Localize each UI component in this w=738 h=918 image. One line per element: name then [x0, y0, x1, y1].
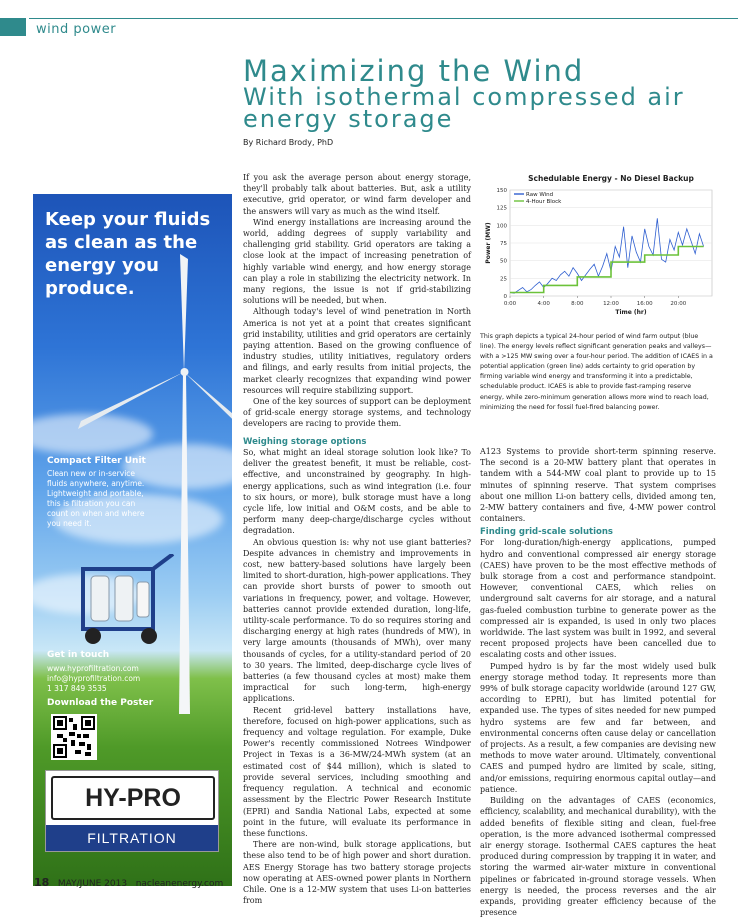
site-link[interactable]: nacleanenergy.com	[135, 879, 224, 889]
hy-pro-logo	[45, 770, 219, 852]
ad-contact-heading: Get in touch	[47, 650, 110, 660]
paragraph: Although today's level of wind penetration in North America is not yet at a point that creates significant grid instability, utilities and grid operators are certainly paying attention. Based on the growing confluence of industry studies, utility initiatives, regulatory orders and filings, and early results from initial projects, the market clearly recognizes that expanding wind power resources will require stabilizing support.	[243, 307, 471, 395]
y-tick-label: 100	[496, 223, 507, 230]
paragraph: Pumped hydro is by far the most widely used bulk energy storage method today. It represents more than 99% of bulk storage capacity worldwide (around 127 GW, according to EPRI), but has limited potential for expanded use. The types of sites needed for new pumped hydro systems are few and far between, and environmental concerns often cause delay or cancellation of projects. As a result, a few companies are devising new methods to move water around. Ultimately, conventional CAES and pumped hydro are limited by scale, siting, and/or emissions, requiring enormous capital outlay—and patience.	[480, 661, 716, 794]
logo-main-text: HY-PRO	[51, 776, 215, 820]
advertisement[interactable]	[33, 194, 232, 886]
qr-code[interactable]	[51, 714, 97, 760]
filter-cart-image	[73, 554, 183, 649]
legend-label: 4-Hour Block	[526, 199, 562, 205]
column-2	[480, 446, 716, 918]
paragraph: Building on the advantages of CAES (economics, efficiency, scalability, and mechanical durability), with the added benefits of flexible siting and clean, fuel-free operation, is the more advanced isothermal compressed air energy storage. Isothermal CAES captures the heat produced during compression by trapping it in water, and storing the warmed air-water mixture in conventional pipelines or fabricated in-ground storage vessels. When energy is needed, the process reverses and the air expands, providing greater efficiency because of the presence	[480, 796, 716, 918]
paragraph: Wind energy installations are increasing around the world, adding degrees of supply variability and challenging grid stability. Grid operators are taking a close look at the impact of increasing penetration of highly variable wind energy, and how energy storage can play a role in stabilizing the electricity network. In many regions, the issue is not if grid-stabilizing solutions will be needed, but when.	[243, 217, 471, 306]
article-subtitle: With isothermal compressed air energy storage	[243, 83, 685, 133]
ad-website-link[interactable]: www.hyprofiltration.com	[47, 664, 139, 673]
column-1-bottom	[243, 434, 471, 906]
x-axis-label: Time (hr)	[615, 309, 647, 316]
x-tick-label: 4:00	[537, 301, 550, 307]
article-title: Maximizing the Wind	[243, 54, 585, 88]
ad-poster-heading: Download the Poster	[47, 698, 154, 708]
section-label: wind power	[36, 22, 117, 37]
x-tick-label: 8:00	[571, 301, 584, 307]
paragraph: A123 Systems to provide short-term spinning reserve. The second is a 20-MW battery plant that operates in tandem with a 544-MW coal plant to provide up to 15 minutes of spinning reserve. That system comprises about one million Li-on battery cells, divided among ten, 2-MW battery containers and five, 4-MW power control containers.	[480, 447, 716, 524]
header-accent-block	[0, 18, 26, 36]
y-tick-label: 25	[500, 276, 507, 283]
x-tick-label: 0:00	[503, 301, 517, 307]
paragraph: One of the key sources of support can be deployment of grid-scale energy storage systems, and technology developers are racing to provide them.	[243, 397, 471, 429]
ad-email-link[interactable]: info@hyprofiltration.com	[47, 674, 141, 683]
issue-date: MAY/JUNE 2013	[57, 879, 128, 889]
chart-title: Schedulable Energy - No Diesel Backup	[528, 174, 694, 183]
section-heading-grid-scale: Finding grid-scale solutions	[480, 527, 613, 538]
ad-headline: Keep your fluids as clean as the energy you produce.	[45, 209, 211, 299]
energy-chart	[480, 170, 720, 322]
x-tick-label: 12:00	[603, 301, 619, 307]
y-tick-label: 0	[503, 294, 507, 300]
paragraph: Recent grid-level battery installations have, therefore, focused on high-power applications, such as frequency and voltage regulation. For example, Duke Power's recently commissioned Notrees Windpower Project in Texas is a 36-MW/24-MWh system (at an estimated cost of $44 million), which is slated to provide several services, including smoothing and frequency regulation. A technical and economic assessment by the Electric Power Research Institute (EPRI) and Sandia National Labs, expected at some point in the future, will evaluate its performance in these functions.	[243, 705, 471, 838]
paragraph: For long-duration/high-energy applications, pumped hydro and conventional compressed air energy storage (CAES) have proven to be the most effective methods of bulk storage from a cost and performance standpoint. However, conventional CAES, which relies on underground salt caverns for air storage, and a natural gas-fueled combustion turbine to generate power as the compressed air is expanded, is used in only two places worldwide. The last system was built in 1992, and several recent proposed projects have been cancelled due to escalating costs and other issues.	[480, 538, 716, 660]
paragraph: So, what might an ideal storage solution look like? To deliver the greatest benefit, it must be reliable, cost-effective, and unconstrained by geography. In high-energy applications, such as wind integration (i.e. four to six hours, or more), bulk storage must have a long cycle life, low initial and O&M costs, and be able to perform many deep-charge/discharge cycles without degradation.	[243, 448, 471, 536]
y-tick-label: 50	[500, 258, 507, 265]
x-tick-label: 20:00	[670, 301, 687, 307]
column-1-top	[243, 172, 471, 430]
y-axis-label: Power (MW)	[485, 222, 492, 264]
y-tick-label: 150	[496, 188, 507, 194]
y-tick-label: 75	[500, 241, 507, 247]
page-number: 18	[34, 876, 50, 889]
x-tick-label: 16:00	[636, 301, 653, 307]
section-heading-storage-options: Weighing storage options	[243, 437, 367, 447]
ad-phone: 1 317 849 3535	[47, 684, 107, 693]
byline: By Richard Brody, PhD	[243, 138, 334, 147]
header-rule	[29, 18, 738, 19]
chart-caption: This graph depicts a typical 24-hour period of wind farm output (blue line). The energy levels reflect significant generation peaks and valleys—with a >125 MW swing over a four-hour period. The addition of ICAES in a potential application (green line) adds certainty to grid operation by firming variable wind energy and transforming it into a predictable, schedulable product. ICAES is able to provide fast-ramping reserve energy, while zero-minimum generation allows more wind to reach load, minimizing the need for fossil fuel-fired balancing power.	[480, 333, 713, 411]
page-footer	[34, 876, 223, 889]
legend-label: Raw Wind	[526, 192, 554, 198]
y-tick-label: 125	[496, 205, 507, 212]
ad-sub-heading: Compact Filter Unit	[47, 456, 146, 466]
paragraph: An obvious question is: why not use giant batteries? Despite advances in chemistry and improvements in cost, new battery-based solutions have largely been limited to short-duration, high-power applications. They can provide short bursts of power to smooth out variations in frequency, power, and voltage. However, batteries cannot provide extended duration, long-life, utility-scale performance. To do so requires storing and discharging energy at high rates (hundreds of MW), in very large amounts (thousands of MWh), over many thousands of cycles, for a utility-standard period of 20 to 30 years. The limited, deep-discharge cycle lives of batteries (a few thousand cycles at most) make them impractical for such long-term, high-energy applications.	[243, 537, 471, 704]
logo-sub-text: FILTRATION	[46, 825, 218, 851]
paragraph: There are non-wind, bulk storage applications, but these also tend to be of high power and short duration. AES Energy Storage has two battery storage projects now operating at AES-owned power plants in Northern Chile. One is a 12-MW system that uses Li-on batteries from	[243, 840, 471, 906]
ad-description: Clean new or in-service fluids anywhere, anytime. Lightweight and portable, this is filtration you can count on when and where you need it.	[47, 469, 145, 528]
paragraph: If you ask the average person about energy storage, they'll probably talk about batteries. But, ask a utility executive, grid operator, or wind farm developer and the answers will vary as much as the wind itself.	[243, 173, 471, 216]
